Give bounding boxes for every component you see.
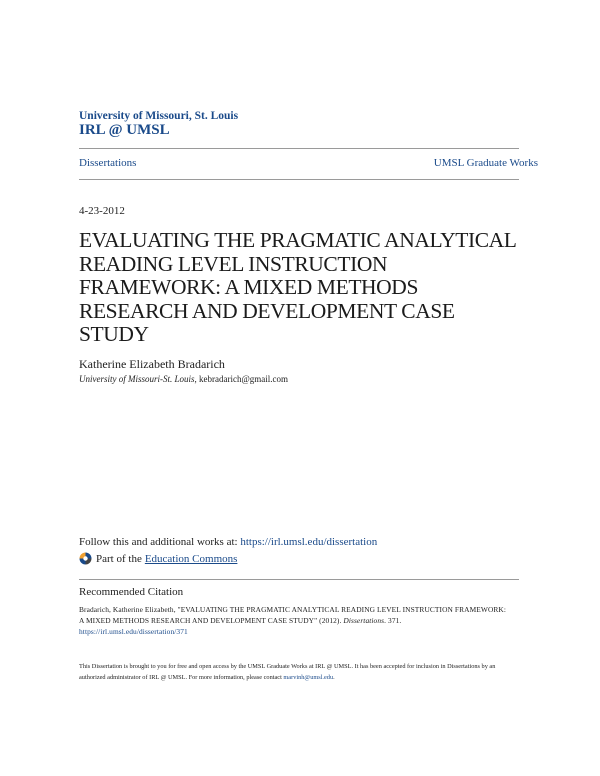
network-commons-icon	[79, 552, 92, 565]
part-of-label: Part of the	[96, 552, 142, 565]
follow-line	[79, 536, 377, 548]
contact-email-link[interactable]: marvinh@umsl.edu	[283, 674, 334, 681]
repository-name[interactable]: IRL @ UMSL	[79, 122, 170, 138]
paper-title: EVALUATING THE PRAGMATIC ANALYTICAL READING LEVEL INSTRUCTION FRAMEWORK: A MIXED METHODS RESEARCH AND DEVELOPMENT CASE STUDY	[79, 228, 516, 346]
follow-label: Follow this and additional works at:	[79, 536, 238, 548]
publication-date: 4-23-2012	[79, 205, 125, 217]
access-notice	[79, 661, 519, 683]
institution-name: University of Missouri, St. Louis	[79, 110, 239, 122]
recommended-citation-heading: Recommended Citation	[79, 586, 184, 598]
author-affiliation: University of Missouri-St. Louis, kebradarich@gmail.com	[79, 374, 289, 384]
notice-end: .	[333, 674, 335, 681]
citation-series: Dissertations	[343, 616, 385, 625]
affiliation-name: University of Missouri-St. Louis	[79, 374, 195, 384]
citation-divider	[79, 579, 519, 580]
citation-text	[79, 604, 509, 637]
citation-number: . 371.	[384, 616, 402, 625]
part-of-line	[79, 552, 237, 565]
follow-url-link[interactable]: https://irl.umsl.edu/dissertation	[240, 536, 378, 548]
citation-body: Bradarich, Katherine Elizabeth, "EVALUATING THE PRAGMATIC ANALYTICAL READING LEVEL INSTRUCTION FRAMEWORK: A MIXED METHODS RESEARCH AND DEVELOPMENT CASE STUDY" (2012).	[79, 605, 506, 625]
notice-text: This Dissertation is brought to you for free and open access by the UMSL Graduate Works at IRL @ UMSL. It has been accepted for inclusion in Dissertations by an authorized administrator of IRL @ UMSL. For more information, please contact	[79, 663, 496, 681]
top-divider	[79, 148, 519, 149]
author-email: kebradarich@gmail.com	[199, 374, 289, 384]
citation-url-link[interactable]: https://irl.umsl.edu/dissertation/371	[79, 627, 188, 636]
header-bottom-divider	[79, 179, 519, 180]
author-name: Katherine Elizabeth Bradarich	[79, 357, 225, 371]
education-commons-link[interactable]: Education Commons	[144, 552, 238, 565]
umsl-graduate-works-link[interactable]: UMSL Graduate Works	[433, 157, 538, 169]
dissertations-link[interactable]: Dissertations	[79, 157, 137, 169]
